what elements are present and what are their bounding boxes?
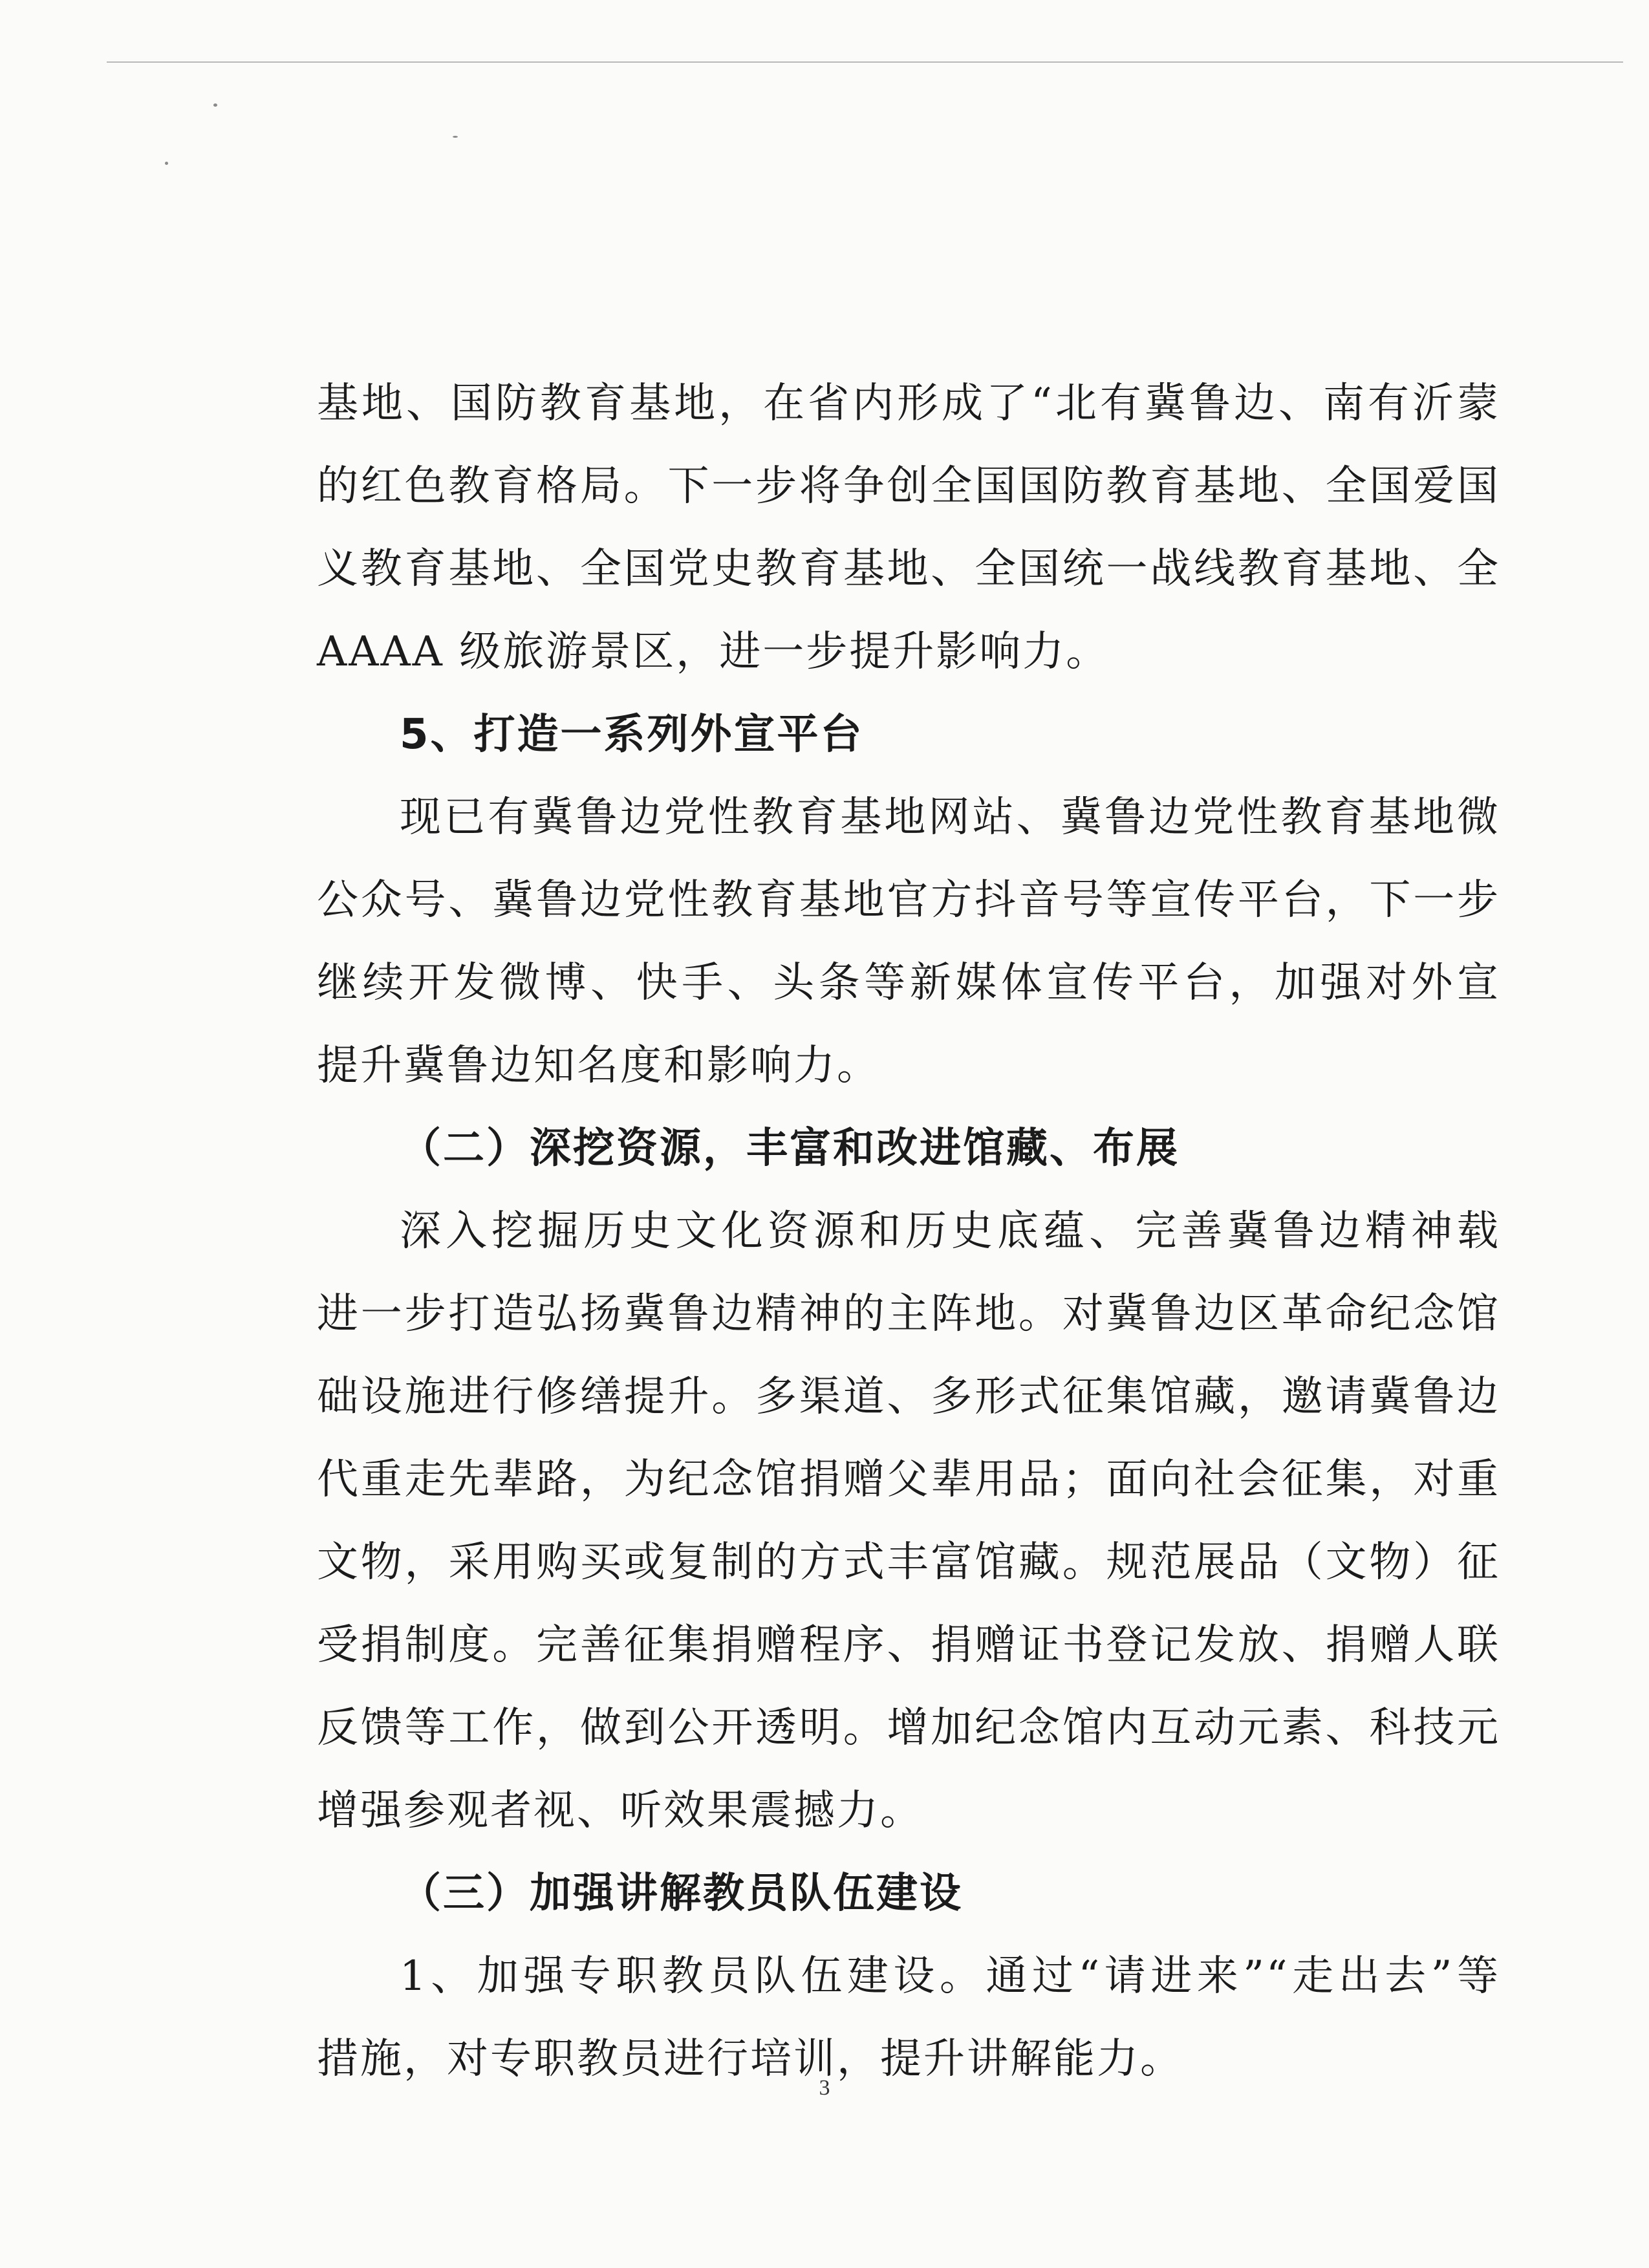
body-line: 代重走先辈路，为纪念馆捐赠父辈用品；面向社会征集，对重 — [317, 1456, 1500, 1504]
top-border-line — [107, 61, 1623, 63]
body-line: 义教育基地、全国党史教育基地、全国统一战线教育基地、全 — [317, 545, 1500, 593]
section-heading: 5、打造一系列外宣平台 — [400, 711, 864, 759]
body-line: AAAA 级旅游景区，进一步提升影响力。 — [317, 628, 1110, 676]
body-line: 增强参观者视、听效果震撼力。 — [317, 1787, 923, 1835]
body-line: 继续开发微博、快手、头条等新媒体宣传平台，加强对外宣 — [317, 959, 1500, 1007]
paragraph-first-line: 1、加强专职教员队伍建设。通过“请进来”“走出去”等 — [400, 1952, 1500, 2000]
body-line: 公众号、冀鲁边党性教育基地官方抖音号等宣传平台，下一步 — [317, 876, 1500, 924]
scan-speck — [453, 136, 458, 138]
body-line: 基地、国防教育基地，在省内形成了“北有冀鲁边、南有沂蒙 — [317, 380, 1500, 427]
body-line: 础设施进行修缮提升。多渠道、多形式征集馆藏，邀请冀鲁边 — [317, 1373, 1500, 1421]
document-body — [317, 362, 1500, 2101]
body-line: 受捐制度。完善征集捐赠程序、捐赠证书登记发放、捐赠人联 — [317, 1621, 1500, 1669]
body-line: 反馈等工作，做到公开透明。增加纪念馆内互动元素、科技元 — [317, 1704, 1500, 1752]
body-line: 文物，采用购买或复制的方式丰富馆藏。规范展品（文物）征 — [317, 1539, 1500, 1586]
paragraph-first-line: 深入挖掘历史文化资源和历史底蕴、完善冀鲁边精神载 — [400, 1207, 1500, 1255]
scan-speck — [165, 162, 168, 165]
body-line: 提升冀鲁边知名度和影响力。 — [317, 1042, 880, 1090]
section-heading: （二）深挖资源，丰富和改进馆藏、布展 — [400, 1125, 1180, 1172]
section-heading: （三）加强讲解教员队伍建设 — [400, 1870, 963, 1917]
page-number: 3 — [819, 2076, 830, 2100]
body-line: 措施，对专职教员进行培训，提升讲解能力。 — [317, 2035, 1183, 2083]
paragraph-first-line: 现已有冀鲁边党性教育基地网站、冀鲁边党性教育基地微 — [400, 794, 1500, 841]
body-line: 进一步打造弘扬冀鲁边精神的主阵地。对冀鲁边区革命纪念馆 — [317, 1290, 1500, 1338]
body-line: 的红色教育格局。下一步将争创全国国防教育基地、全国爱国 — [317, 462, 1500, 510]
scan-speck — [213, 103, 217, 107]
